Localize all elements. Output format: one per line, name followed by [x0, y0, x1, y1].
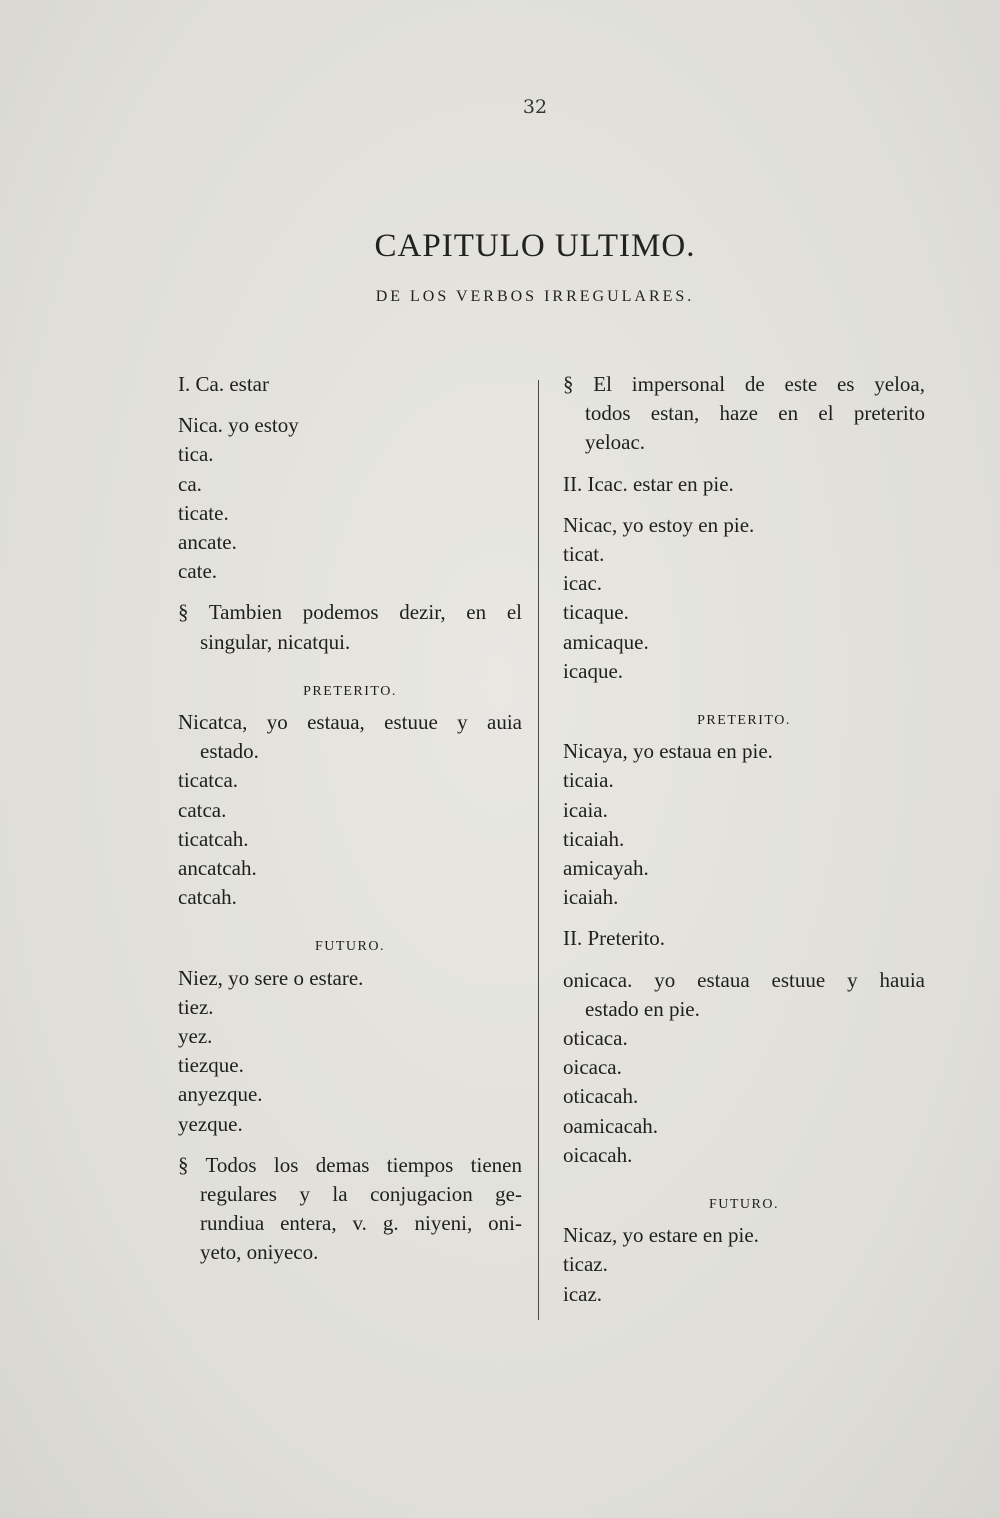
preterito-line: catcah.	[178, 885, 237, 910]
preterito2-line: estado en pie.	[585, 996, 700, 1021]
final-note-line: § Todos los demas tiempos tienen	[178, 1152, 522, 1177]
left-column	[178, 370, 522, 1268]
futuro-line: ticaz.	[563, 1252, 608, 1277]
futuro-line: Niez, yo sere o estare.	[178, 965, 364, 990]
present-line: tica.	[178, 442, 214, 467]
preterito-line: amicayah.	[563, 856, 649, 881]
note-line: § Tambien podemos dezir, en el	[178, 600, 522, 625]
section-label-futuro: FUTURO.	[708, 1197, 779, 1213]
preterito2-line: oicacah.	[563, 1142, 633, 1167]
futuro-line: yezque.	[178, 1111, 243, 1136]
right-column	[563, 370, 925, 1309]
futuro-line: icaz.	[563, 1281, 603, 1306]
present-line: ticat.	[563, 542, 605, 567]
futuro-line: yez.	[178, 1024, 213, 1049]
preterito-line: Nicatca, yo estaua, estuue y auia	[178, 710, 522, 735]
note-line: todos estan, haze en el preterito	[585, 401, 925, 426]
note-line: yeloac.	[585, 430, 646, 455]
preterito2-line: oicaca.	[563, 1055, 622, 1080]
preterito-line: Nicaya, yo estaua en pie.	[563, 739, 773, 764]
futuro-line: Nicaz, yo estare en pie.	[563, 1223, 759, 1248]
section-heading-preterito-2: II. Preterito.	[563, 926, 666, 951]
note-line: singular, nicatqui.	[200, 629, 351, 654]
futuro-line: tiez.	[178, 994, 214, 1019]
present-line: amicaque.	[563, 629, 649, 654]
preterito-line: estado.	[200, 739, 259, 764]
preterito2-line: onicaca. yo estaua estuue y hauia	[563, 967, 925, 992]
preterito2-line: oamicacah.	[563, 1113, 659, 1138]
chapter-subtitle: DE LOS VERBOS IRREGULARES.	[375, 288, 695, 305]
preterito-line: icaia.	[563, 797, 608, 822]
preterito-line: ticaiah.	[563, 826, 625, 851]
preterito-line: ancatcah.	[178, 856, 257, 881]
section-label-preterito: PRETERITO.	[697, 713, 791, 729]
present-line: Nicac, yo estoy en pie.	[563, 512, 755, 537]
present-line: ca.	[178, 471, 202, 496]
present-line: icac.	[563, 571, 603, 596]
final-note-line: regulares y la conjugacion ge-	[200, 1182, 522, 1207]
futuro-line: tiezque.	[178, 1053, 244, 1078]
preterito2-line: oticaca.	[563, 1026, 628, 1051]
present-line: ticaque.	[563, 600, 629, 625]
futuro-line: anyezque.	[178, 1082, 263, 1107]
preterito-line: catca.	[178, 797, 227, 822]
present-line: Nica. yo estoy	[178, 413, 299, 438]
chapter-title: CAPITULO ULTIMO.	[374, 228, 696, 264]
preterito-line: ticatcah.	[178, 826, 249, 851]
preterito2-line: oticacah.	[563, 1084, 639, 1109]
note-line: § El impersonal de este es yeloa,	[563, 372, 925, 396]
present-line: icaque.	[563, 658, 624, 683]
present-line: ticate.	[178, 500, 229, 525]
preterito-line: ticatca.	[178, 768, 239, 793]
final-note-line: yeto, oniyeco.	[200, 1240, 319, 1265]
column-divider	[538, 380, 539, 1320]
final-note-line: rundiua entera, v. g. niyeni, oni-	[200, 1211, 522, 1236]
verb-heading: II. Icac. estar en pie.	[563, 471, 734, 496]
present-line: ancate.	[178, 530, 237, 555]
preterito-line: ticaia.	[563, 768, 614, 793]
present-line: cate.	[178, 559, 218, 584]
preterito-line: icaiah.	[563, 885, 619, 910]
section-label-futuro: FUTURO.	[314, 939, 385, 955]
verb-heading: I. Ca. estar	[178, 372, 269, 396]
section-label-preterito: PRETERITO.	[303, 683, 397, 699]
page-number: 32	[522, 96, 548, 118]
